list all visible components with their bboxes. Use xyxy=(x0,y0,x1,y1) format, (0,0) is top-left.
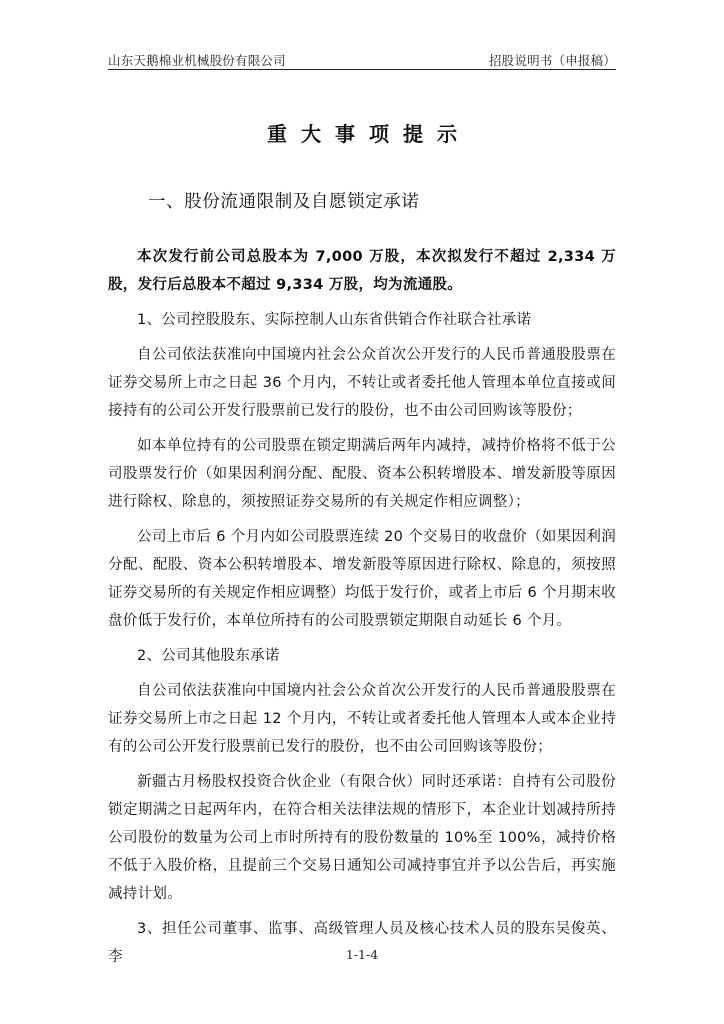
subheading-other-shareholders: 2、公司其他股东承诺 xyxy=(137,648,280,664)
page-number: 1-1-4 xyxy=(345,947,379,962)
paragraph-lockup-extension: 公司上市后 6 个月内如公司股票连续 20 个交易日的收盘价（如果因利润分配、配股、资本公积转增股本、增发新股等原因进行除权、除息的，须按照证券交易所的有关规定作相应调整）均低于发行价，或者上市后 6 个月期末收盘价低于发行价，本单位所持有的公司股票锁定期限自动延长 6 个月。 xyxy=(108,529,616,629)
paragraph-lockup-12-months: 自公司依法获准向中国境内社会公众首次公开发行的人民币普通股股票在证券交易所上市之日起 12 个月内，不转让或者委托他人管理本人或本企业持有的公司公开发行股票前已发行的股份，也不由公司回购该等股份； xyxy=(108,683,616,755)
header-company-name: 山东天鹅棉业机械股份有限公司 xyxy=(108,53,286,68)
header-divider xyxy=(108,69,616,70)
subheading-controlling-shareholder: 1、公司控股股东、实际控制人山东省供销合作社联合社承诺 xyxy=(137,312,532,328)
paragraph-lockup-36-months: 自公司依法获准向中国境内社会公众首次公开发行的人民币普通股股票在证券交易所上市之日起 36 个月内，不转让或者委托他人管理本单位直接或间接持有的公司公开发行股票前已发行的股份，也不由公司回购该等股份； xyxy=(108,347,616,419)
paragraph-xinjiang-commitment: 新疆古月杨股权投资合伙企业（有限合伙）同时还承诺：自持有公司股份锁定期满之日起两年内，在符合相关法律法规的情形下，本企业计划减持所持公司股份的数量为公司上市时所持有的股份数量的 10%至 100%，减持价格不低于入股价格，且提前三个交易日通知公司减持事宜并予以公告后，再实施减持计划。 xyxy=(108,774,616,902)
header-document-type: 招股说明书（申报稿） xyxy=(488,53,616,68)
page-title: 重大事项提示 xyxy=(267,122,471,146)
paragraph-share-capital: 本次发行前公司总股本为 7,000 万股，本次拟发行不超过 2,334 万股，发行后总股本不超过 9,334 万股，均为流通股。 xyxy=(108,249,616,293)
page-header xyxy=(108,51,616,69)
subheading-directors-shareholders: 3、担任公司董事、监事、高级管理人员及核心技术人员的股东吴俊英、李 xyxy=(108,921,616,965)
section-heading: 一、股份流通限制及自愿锁定承诺 xyxy=(148,192,420,212)
paragraph-reduction-price: 如本单位持有的公司股票在锁定期满后两年内减持，减持价格将不低于公司股票发行价（如果因利润分配、配股、资本公积转增股本、增发新股等原因进行除权、除息的，须按照证券交易所的有关规定作相应调整）； xyxy=(108,438,616,510)
document-body xyxy=(108,243,616,978)
